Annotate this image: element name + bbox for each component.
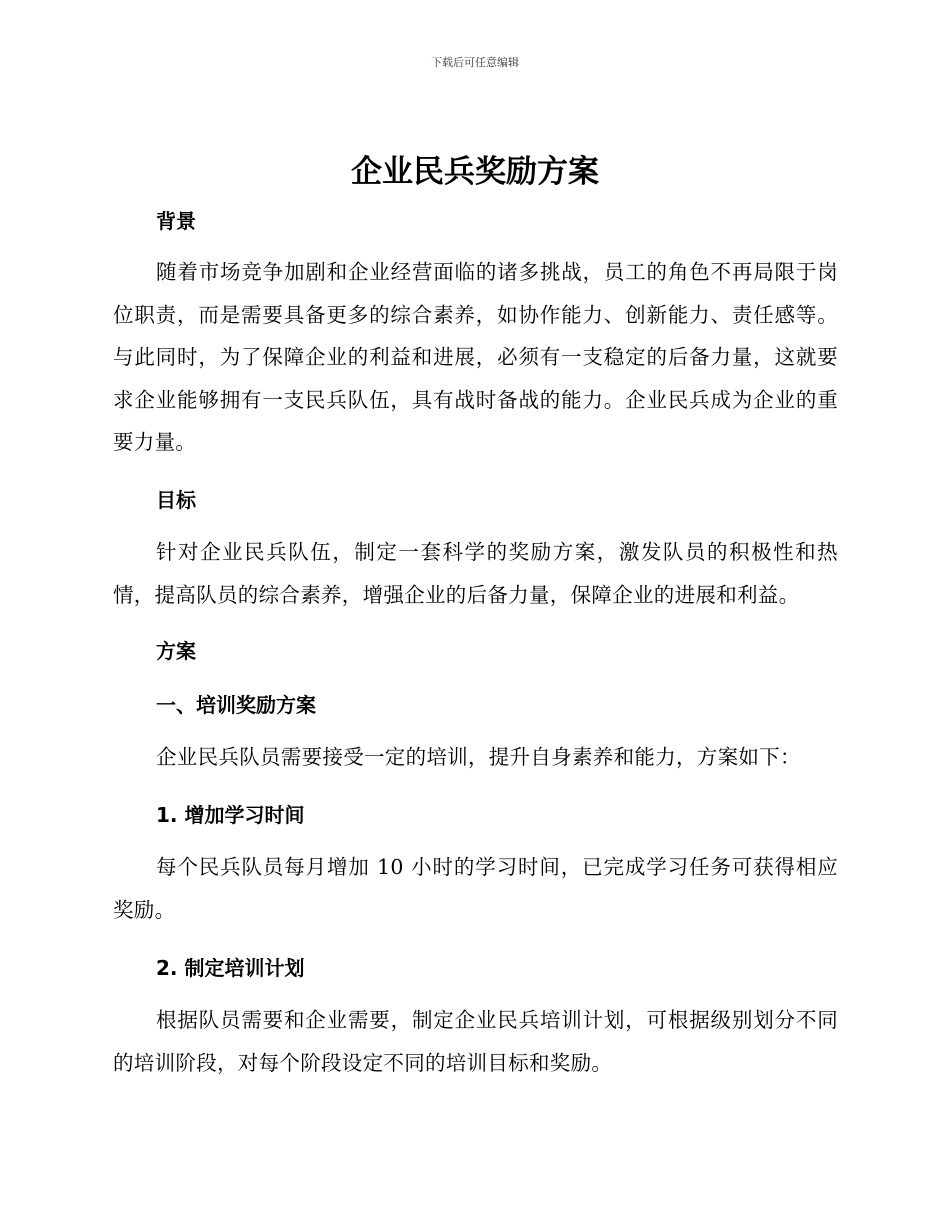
paragraph-background: 随着市场竞争加剧和企业经营面临的诸多挑战，员工的角色不再局限于岗位职责，而是需要具备更多的综合素养，如协作能力、创新能力、责任感等。与此同时，为了保障企业的利益和进展，必须有一支稳定的后备力量，这就要求企业能够拥有一支民兵队伍，具有战时备战的能力。企业民兵成为企业的重要力量。 — [113, 260, 838, 454]
item-heading-study-time: 1. 增加学习时间 — [156, 803, 305, 827]
page-header: 下载后可任意编辑 — [431, 56, 519, 69]
subsection-heading-training: 一、培训奖励方案 — [156, 693, 316, 717]
paragraph-study-time: 每个民兵队员每月增加 10 小时的学习时间，已完成学习任务可获得相应奖励。 — [113, 855, 838, 922]
paragraph-goal: 针对企业民兵队伍，制定一套科学的奖励方案，激发队员的积极性和热情，提高队员的综合素养，增强企业的后备力量，保障企业的进展和利益。 — [113, 540, 838, 607]
item-heading-training-plan: 2. 制定培训计划 — [156, 956, 305, 980]
paragraph-training-intro: 企业民兵队员需要接受一定的培训，提升自身素养和能力，方案如下： — [156, 745, 801, 769]
document-title: 企业民兵奖励方案 — [351, 154, 599, 190]
section-heading-background: 背景 — [156, 209, 196, 233]
paragraph-training-plan: 根据队员需要和企业需要，制定企业民兵培训计划，可根据级别划分不同的培训阶段，对每个阶段设定不同的培训目标和奖励。 — [113, 1008, 838, 1075]
section-heading-plan: 方案 — [156, 639, 196, 663]
section-heading-goal: 目标 — [156, 488, 196, 512]
